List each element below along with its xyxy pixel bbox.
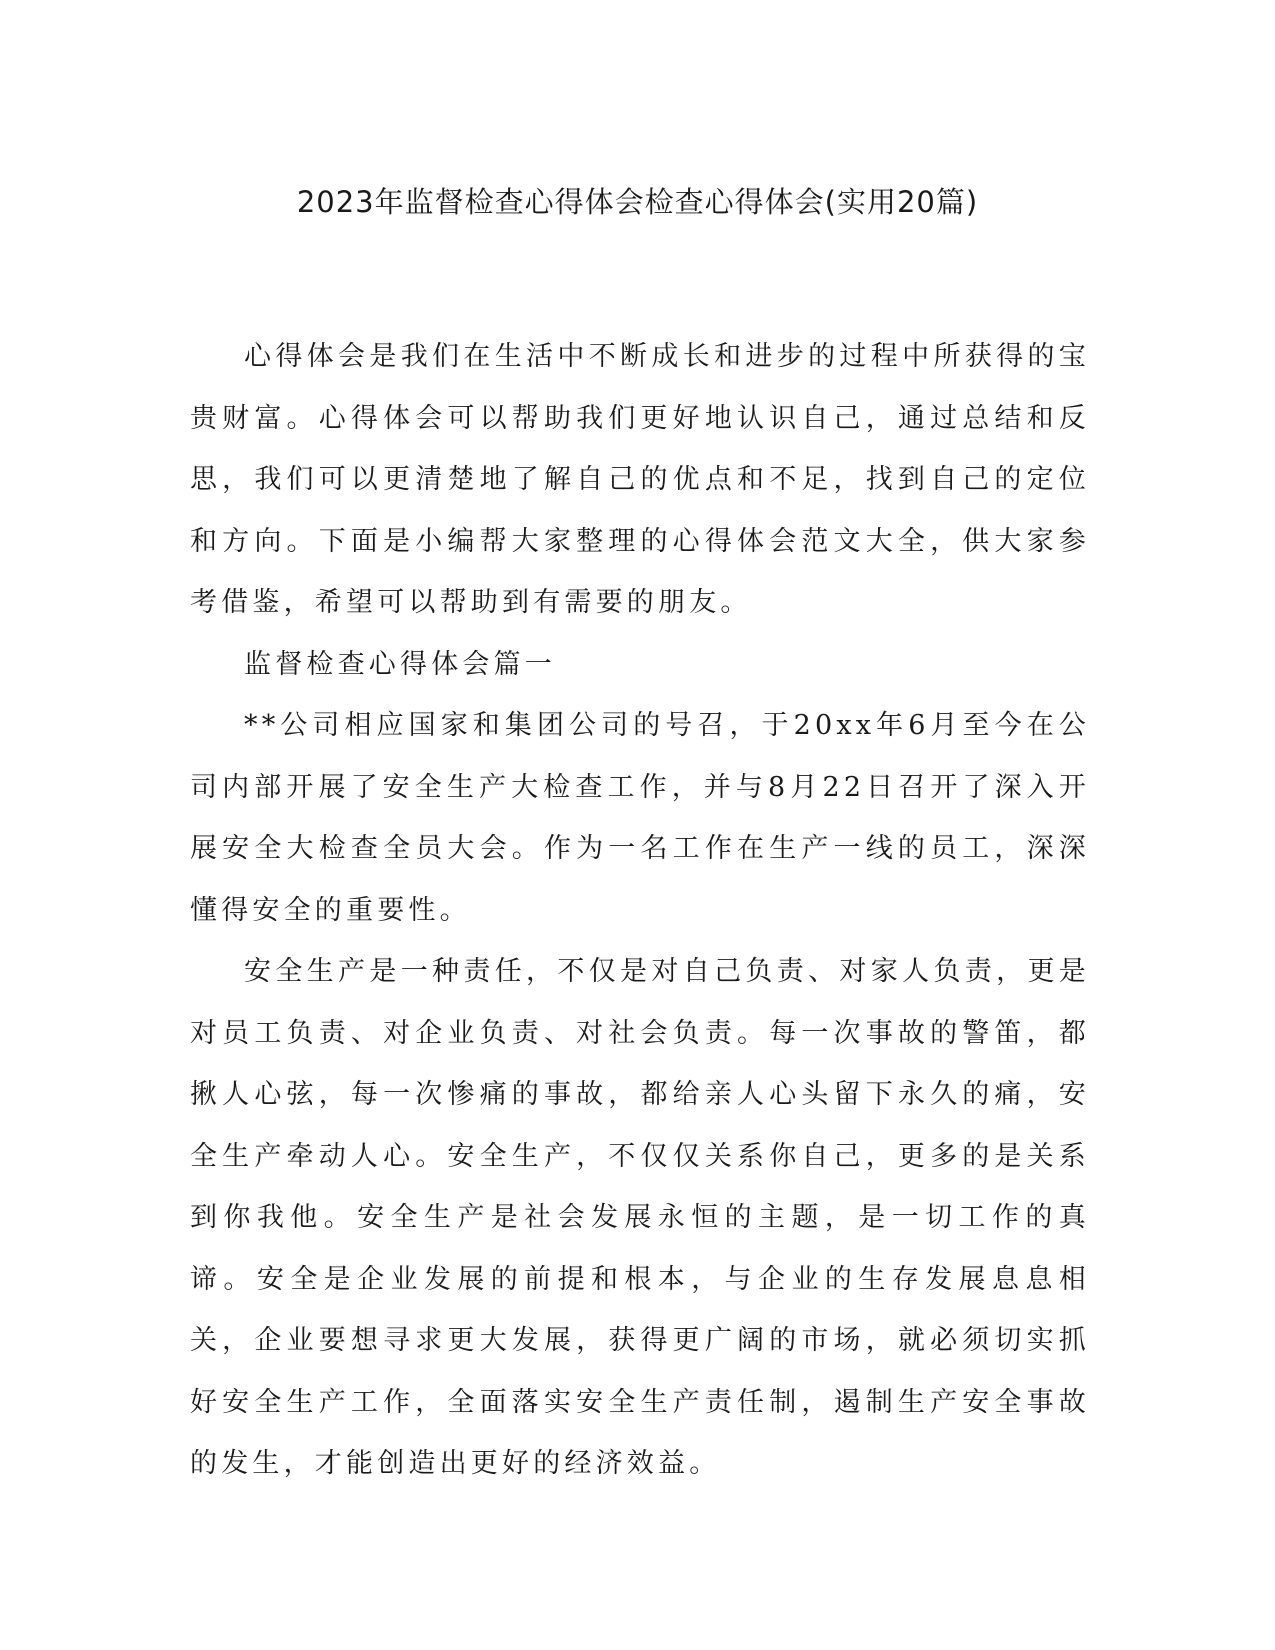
body-paragraph: 安全生产是一种责任，不仅是对自己负责、对家人负责，更是对员工负责、对企业负责、对社会负责。每一次事故的警笛，都揪人心弦，每一次惨痛的事故，都给亲人心头留下永久的痛，安全生产牵动人心。安全生产，不仅仅关系你自己，更多的是关系到你我他。安全生产是社会发展永恒的主题，是一切工作的真谛。安全是企业发展的前提和根本，与企业的生存发展息息相关，企业要想寻求更大发展，获得更广阔的市场，就必须切实抓好安全生产工作，全面落实安全生产责任制，遏制生产安全事故的发生，才能创造出更好的经济效益。 (190, 956, 1090, 1479)
section-heading: 监督检查心得体会篇一 (244, 648, 556, 680)
document-title: 2023年监督检查心得体会检查心得体会(实用20篇) (296, 185, 979, 219)
body-paragraph: **公司相应国家和集团公司的号召，于20xx年6月至今在公司内部开展了安全生产大检查工作，并与8月22日召开了深入开展安全大检查全员大会。作为一名工作在生产一线的员工，深深懂得安全的重要性。 (190, 710, 1090, 926)
intro-paragraph: 心得体会是我们在生活中不断成长和进步的过程中所获得的宝贵财富。心得体会可以帮助我们更好地认识自己，通过总结和反思，我们可以更清楚地了解自己的优点和不足，找到自己的定位和方向。下面是小编帮大家整理的心得体会范文大全，供大家参考借鉴，希望可以帮助到有需要的朋友。 (190, 341, 1090, 618)
document-body (190, 326, 1090, 1495)
